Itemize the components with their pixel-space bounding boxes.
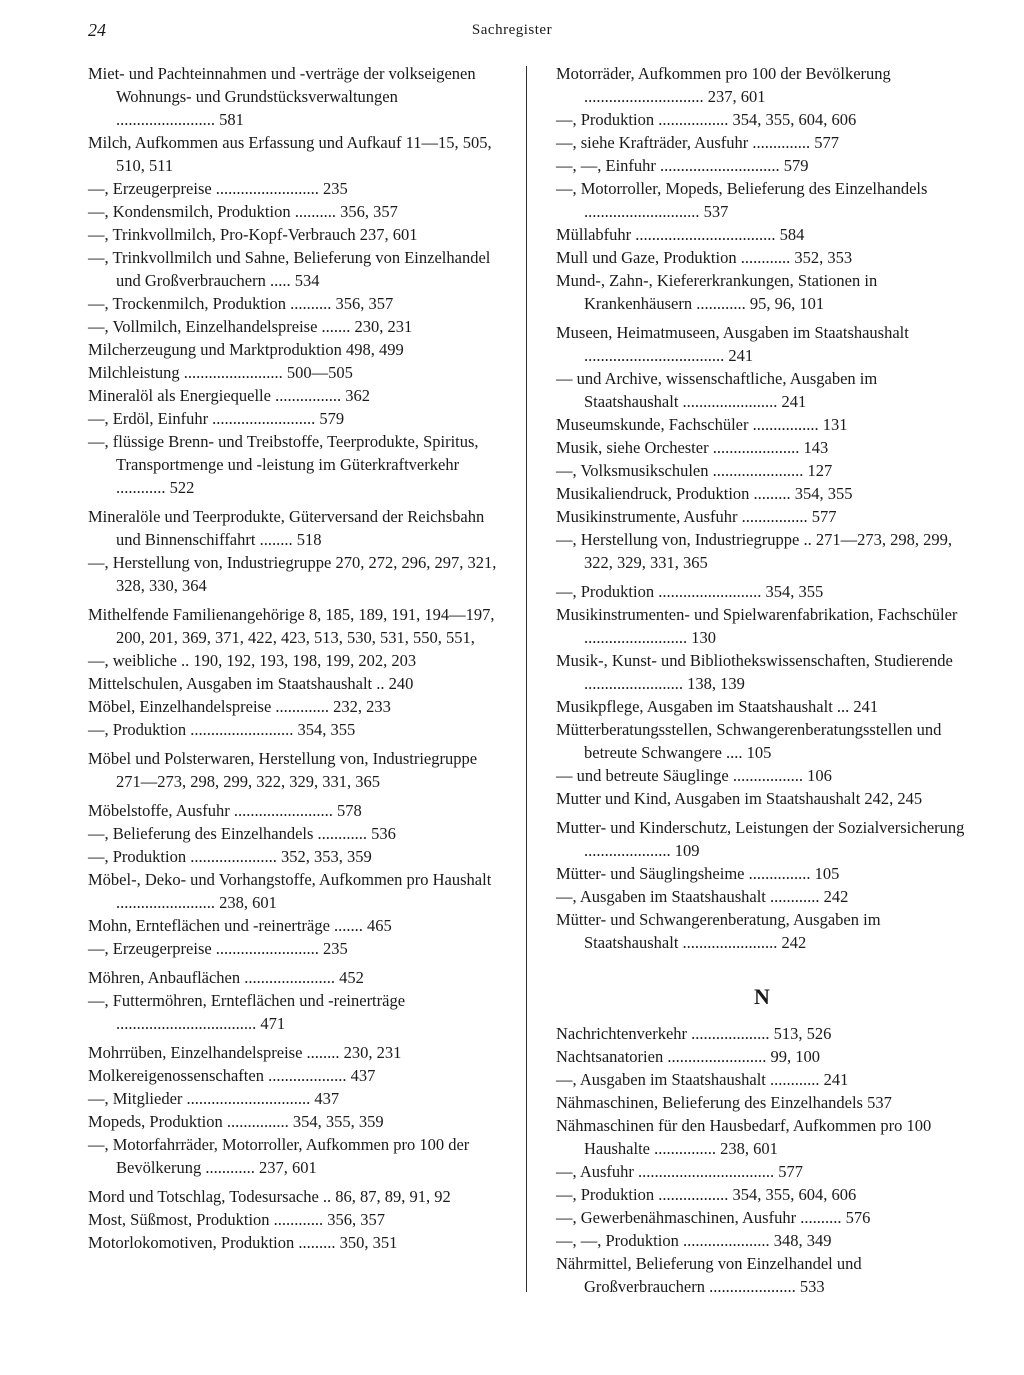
index-entry: Mohrrüben, Einzelhandelspreise ........ 230, 231 [88,1043,402,1062]
index-entry: —, Herstellung von, Industriegruppe .. 271—273, 298, 299, 322, 329, 331, 365 [556,530,952,572]
index-entry: — und Archive, wissenschaftliche, Ausgaben im Staatshaushalt ....................... 241 [556,369,878,411]
index-entry: Mütterberatungsstellen, Schwangerenberatungsstellen und betreute Schwangere .... 105 [556,720,942,762]
index-entry: Nachrichtenverkehr ................... 513, 526 [556,1024,832,1043]
index-entry: —, Mitglieder .............................. 437 [88,1089,340,1108]
index-entry: Motorlokomotiven, Produktion ......... 350, 351 [88,1233,398,1252]
index-entry: Mittelschulen, Ausgaben im Staatshaushalt .. 240 [88,674,414,693]
index-entry: Mineralöl als Energiequelle ................ 362 [88,386,370,405]
page-number: 24 [88,20,106,40]
index-entry: —, Ausgaben im Staatshaushalt ............ 242 [556,887,849,906]
index-entry: —, Futtermöhren, Ernteflächen und -reinerträge .................................. 471 [88,991,406,1033]
index-entry: —, Motorroller, Mopeds, Belieferung des Einzelhandels ............................ 537 [556,179,928,221]
index-entry: Musikaliendruck, Produktion ......... 354, 355 [556,484,853,503]
index-entry: —, Gewerbenähmaschinen, Ausfuhr .......... 576 [556,1208,871,1227]
index-entry: Musikpflege, Ausgaben im Staatshaushalt ... 241 [556,697,879,716]
section-letter: N [754,984,770,1009]
column-divider [526,66,527,1292]
index-entry: Motorräder, Aufkommen pro 100 der Bevölkerung ............................. 237, 601 [556,64,891,106]
index-entry: —, —, Produktion ..................... 348, 349 [556,1231,832,1250]
index-entry: —, Trinkvollmilch und Sahne, Belieferung von Einzelhandel und Großverbrauchern ..... 534 [88,248,491,290]
index-entry: Musik, siehe Orchester ..................... 143 [556,438,829,457]
index-entry: Mord und Totschlag, Todesursache .. 86, 87, 89, 91, 92 [88,1187,451,1206]
index-entry: —, Vollmilch, Einzelhandelspreise ....... 230, 231 [88,317,413,336]
index-entry: Möhren, Anbauflächen ...................... 452 [88,968,364,987]
index-entry: Molkereigenossenschaften ................... 437 [88,1066,376,1085]
index-entry: Nachtsanatorien ........................ 99, 100 [556,1047,820,1066]
index-entry: Mund-, Zahn-, Kiefererkrankungen, Stationen in Krankenhäusern ............ 95, 96, 101 [556,271,878,313]
index-entry: Musikinstrumenten- und Spielwarenfabrikation, Fachschüler ......................... 130 [556,605,958,647]
index-entry: Nähmaschinen, Belieferung des Einzelhandels 537 [556,1093,892,1112]
index-entry: —, Produktion ......................... 354, 355 [88,720,356,739]
index-entry: Museen, Heimatmuseen, Ausgaben im Staatshaushalt .................................. 241 [556,323,909,365]
index-entry: —, Ausgaben im Staatshaushalt ............ 241 [556,1070,849,1089]
index-entry: —, Erzeugerpreise ......................... 235 [88,939,348,958]
index-entry: Musik-, Kunst- und Bibliothekswissenschaften, Studierende ........................ 138, 139 [556,651,953,693]
index-entry: Möbelstoffe, Ausfuhr ........................ 578 [88,801,362,820]
index-entry: Möbel-, Deko- und Vorhangstoffe, Aufkommen pro Haushalt ........................ 238, 601 [88,870,492,912]
index-entry: Museumskunde, Fachschüler ................ 131 [556,415,848,434]
index-entry: —, Trockenmilch, Produktion .......... 356, 357 [88,294,394,313]
index-entry: —, Belieferung des Einzelhandels ............ 536 [88,824,396,843]
index-entry: Mutter und Kind, Ausgaben im Staatshaushalt 242, 245 [556,789,923,808]
index-entry: Mütter- und Schwangerenberatung, Ausgaben im Staatshaushalt ....................... 242 [556,910,881,952]
index-entry: Musikinstrumente, Ausfuhr ................ 577 [556,507,837,526]
page-title: Sachregister [471,22,553,38]
index-entry: Mütter- und Säuglingsheime ............... 105 [556,864,840,883]
index-entry: Mull und Gaze, Produktion ............ 352, 353 [556,248,853,267]
index-entry: Mutter- und Kinderschutz, Leistungen der Sozialversicherung ..................... 109 [556,818,965,860]
index-entry: Mohn, Ernteflächen und -reinerträge ....... 465 [88,916,392,935]
index-entry: Mineralöle und Teerprodukte, Güterversand der Reichsbahn und Binnenschiffahrt ........ 518 [88,507,485,549]
index-entry: —, flüssige Brenn- und Treibstoffe, Teerprodukte, Spiritus, Transportmenge und -leistung im Güterkraftverkehr ............ 522 [88,432,479,497]
index-entry: —, Trinkvollmilch, Pro-Kopf-Verbrauch 237, 601 [88,225,418,244]
index-entry: Mithelfende Familienangehörige 8, 185, 189, 191, 194—197, 200, 201, 369, 371, 422, 423, 513, 530, 531, 550, 551, [88,605,495,647]
index-entry: Nähmaschinen für den Hausbedarf, Aufkommen pro 100 Haushalte ............... 238, 601 [556,1116,932,1158]
index-entry: —, weibliche .. 190, 192, 193, 198, 199, 202, 203 [88,651,417,670]
index-entry: —, Motorfahrräder, Motorroller, Aufkommen pro 100 der Bevölkerung ............ 237, 601 [88,1135,470,1177]
index-entry: —, Erdöl, Einfuhr ......................... 579 [88,409,345,428]
index-entry: Milch, Aufkommen aus Erfassung und Aufkauf 11—15, 505, 510, 511 [88,133,492,175]
index-entry: —, Produktion ................. 354, 355, 604, 606 [556,1185,857,1204]
index-entry: Möbel, Einzelhandelspreise ............. 232, 233 [88,697,391,716]
index-entry: —, Produktion ................. 354, 355, 604, 606 [556,110,857,129]
index-entry: —, Produktion ......................... 354, 355 [556,582,824,601]
index-column-left [88,62,500,1254]
index-entry: —, Produktion ..................... 352, 353, 359 [88,847,372,866]
index-entry: —, siehe Krafträder, Ausfuhr .............. 577 [556,133,839,152]
index-entry: Milcherzeugung und Marktproduktion 498, 499 [88,340,404,359]
index-entry: Most, Süßmost, Produktion ............ 356, 357 [88,1210,386,1229]
index-entry: — und betreute Säuglinge ................. 106 [556,766,832,785]
index-column-right [556,62,968,1298]
index-entry: —, —, Einfuhr ............................. 579 [556,156,809,175]
index-entry: Miet- und Pachteinnahmen und -verträge der volkseigenen Wohnungs- und Grundstücksverwaltungen ........................ 581 [88,64,476,129]
index-entry: —, Kondensmilch, Produktion .......... 356, 357 [88,202,398,221]
index-entry: Nährmittel, Belieferung von Einzelhandel und Großverbrauchern ..................... 533 [556,1254,862,1296]
index-entry: Mopeds, Produktion ............... 354, 355, 359 [88,1112,384,1131]
index-entry: Müllabfuhr .................................. 584 [556,225,805,244]
index-entry: Milchleistung ........................ 500—505 [88,363,353,382]
index-entry: —, Erzeugerpreise ......................... 235 [88,179,348,198]
index-entry: —, Herstellung von, Industriegruppe 270, 272, 296, 297, 321, 328, 330, 364 [88,553,497,595]
index-entry: Möbel und Polsterwaren, Herstellung von, Industriegruppe 271—273, 298, 299, 322, 329, 331, 365 [88,749,478,791]
index-entry: —, Volksmusikschulen ...................... 127 [556,461,833,480]
index-entry: —, Ausfuhr ................................. 577 [556,1162,804,1181]
